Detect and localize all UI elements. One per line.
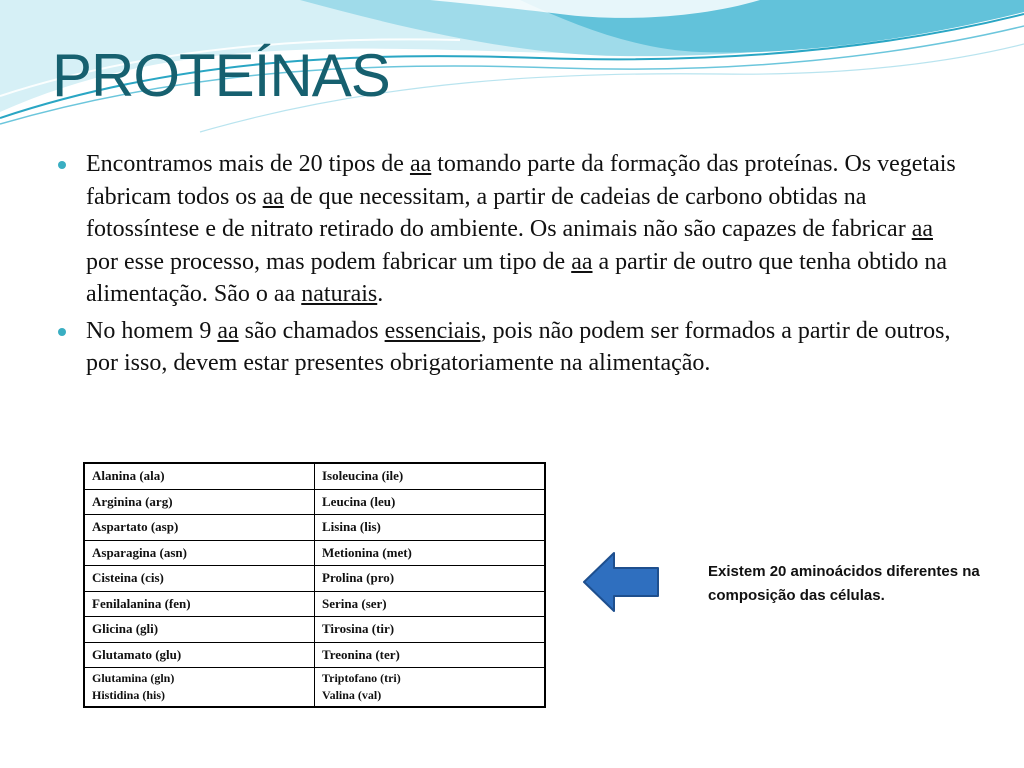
slide-title: PROTEÍNAS: [52, 42, 390, 109]
table-cell: Serina (ser): [315, 591, 546, 617]
table-cell: Glicina (gli): [84, 617, 315, 643]
table-row: [84, 515, 545, 541]
text-run: .: [377, 281, 384, 307]
text-run: , pois não podem ser formados a partir de outros, por isso, devem estar presentes obrigatoriamente na alimentação.: [86, 317, 951, 376]
table-cell: Prolina (pro): [315, 566, 546, 592]
bullet-dot-icon: [58, 328, 66, 336]
underlined-term: aa: [911, 216, 933, 242]
underlined-term: aa: [571, 248, 593, 275]
text-run: Encontramos mais de 20 tipos de: [86, 151, 410, 177]
table-cell: Treonina (ter): [315, 642, 546, 668]
table-cell-line: Glutamina (gln): [92, 671, 175, 685]
underlined-term: aa: [409, 151, 432, 177]
side-note: Existem 20 aminoácidos diferentes na composição das células.: [708, 563, 980, 604]
text-run: por esse processo, mas podem fabricar um tipo de: [86, 248, 572, 275]
bullet-item-essential: [58, 315, 958, 380]
underlined-term: naturais: [301, 281, 378, 307]
bullet-dot-icon: [58, 161, 66, 169]
table-row: [84, 540, 545, 566]
table-cell: Isoleucina (ile): [315, 463, 546, 489]
table-cell: Tirosina (tir): [315, 617, 546, 643]
table-row: [84, 591, 545, 617]
table-cell: Arginina (arg): [84, 489, 315, 515]
text-run: No homem 9: [86, 317, 218, 344]
bullet-list: [58, 148, 958, 384]
table-cell: Asparagina (asn): [84, 540, 315, 566]
bullet-text: [86, 318, 950, 377]
table-cell: Leucina (leu): [315, 489, 546, 515]
table-cell: [315, 668, 546, 708]
table-cell: Aspartato (asp): [84, 515, 315, 541]
amino-acid-table: [83, 462, 546, 708]
table-cell: [84, 668, 315, 708]
text-run: tomando parte da formação das proteínas. Os vegetais fabricam todos os: [86, 151, 956, 210]
left-arrow-icon: [582, 551, 662, 613]
text-run: são chamados: [238, 317, 385, 344]
bullet-text: [86, 151, 956, 307]
table-cell: Metionina (met): [315, 540, 546, 566]
table-cell-line: Histidina (his): [92, 688, 166, 702]
table-cell: Cisteina (cis): [84, 566, 315, 592]
underlined-term: aa: [262, 183, 284, 210]
table-cell: Glutamato (glu): [84, 642, 315, 668]
table-cell-line: Triptofano (tri): [322, 671, 401, 685]
table-row: [84, 668, 545, 708]
table-cell: Alanina (ala): [84, 463, 315, 489]
table-cell: Lisina (lis): [315, 515, 546, 541]
text-run: a partir de outro que tenha obtido na alimentação. São o aa: [86, 248, 948, 307]
underlined-term: aa: [217, 317, 239, 344]
table-row: [84, 617, 545, 643]
table-cell: Fenilalanina (fen): [84, 591, 315, 617]
table-row: [84, 642, 545, 668]
underlined-term: essenciais: [384, 317, 481, 344]
table-cell-line: Valina (val): [322, 688, 382, 702]
table-row: [84, 489, 545, 515]
text-run: de que necessitam, a partir de cadeias de carbono obtidas na fotossíntese e de nitrato retirado do ambiente. Os animais não são capazes de fabricar: [86, 183, 912, 242]
bullet-item-amino-acids: [58, 148, 958, 311]
table-row: [84, 463, 545, 489]
table-row: [84, 566, 545, 592]
